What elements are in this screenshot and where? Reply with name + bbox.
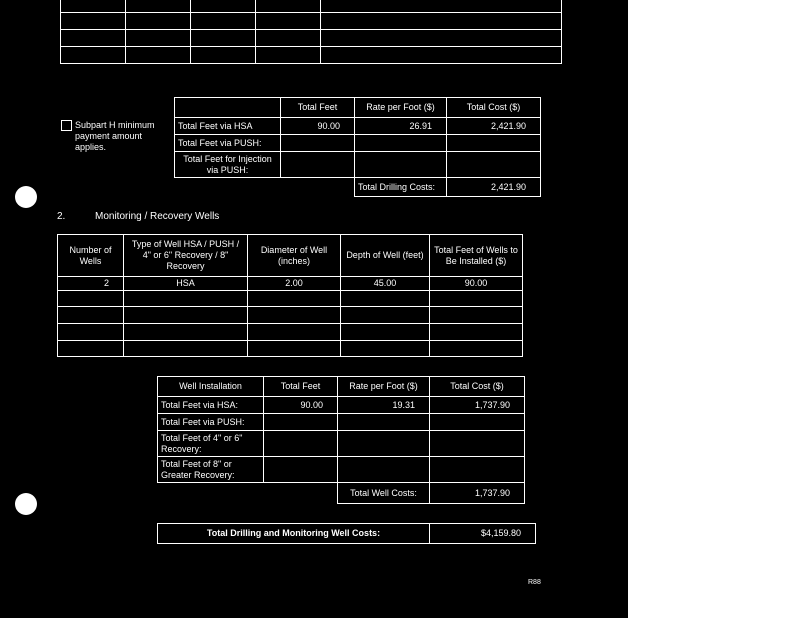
wells-row-diameter: [248, 291, 341, 307]
installation-row-feet: [264, 457, 338, 483]
drilling-header-rate: Rate per Foot ($): [355, 98, 447, 118]
wells-row-number: [58, 341, 124, 357]
drilling-row-rate: 26.91: [355, 118, 447, 135]
installation-row-label: Total Feet of 8" or Greater Recovery:: [158, 457, 264, 483]
wells-row-type: [124, 291, 248, 307]
installation-row-cost: [430, 414, 525, 431]
wells-row-number: [58, 324, 124, 341]
drilling-row-label: Total Feet for Injection via PUSH:: [175, 152, 281, 178]
installation-header-label: Well Installation: [158, 377, 264, 397]
drilling-header-cost: Total Cost ($): [447, 98, 541, 118]
wells-row-depth: [341, 341, 430, 357]
grand-total-label: Total Drilling and Monitoring Well Costs:: [158, 524, 430, 544]
section-number: 2.: [57, 211, 66, 222]
drilling-row-feet: [281, 135, 355, 152]
drilling-row-cost: 2,421.90: [447, 118, 541, 135]
installation-header-cost: Total Cost ($): [430, 377, 525, 397]
wells-table: [57, 234, 523, 357]
wells-row-depth: [341, 307, 430, 324]
drilling-row-feet: [281, 152, 355, 178]
wells-header-diameter: Diameter of Well (inches): [248, 235, 341, 277]
installation-row-label: Total Feet of 4" or 6" Recovery:: [158, 431, 264, 457]
wells-row-number: [58, 307, 124, 324]
installation-row-cost: [430, 431, 525, 457]
installation-row-feet: [264, 414, 338, 431]
wells-row-depth: [341, 324, 430, 341]
wells-row-total: 90.00: [430, 277, 523, 291]
footer-mark: R88: [528, 579, 541, 586]
drilling-row-label: Total Feet via PUSH:: [175, 135, 281, 152]
wells-row-total: [430, 291, 523, 307]
installation-header-feet: Total Feet: [264, 377, 338, 397]
installation-row-cost: 1,737.90: [430, 397, 525, 414]
installation-row-rate: [338, 431, 430, 457]
wells-row-total: [430, 307, 523, 324]
wells-row-diameter: [248, 324, 341, 341]
wells-row-total: [430, 324, 523, 341]
drilling-total-value: 2,421.90: [447, 178, 541, 197]
binder-hole-bottom: [15, 493, 37, 515]
drilling-row-label: Total Feet via HSA: [175, 118, 281, 135]
wells-header-depth: Depth of Well (feet): [341, 235, 430, 277]
drilling-header-blank: [175, 98, 281, 118]
drilling-total-label: Total Drilling Costs:: [355, 178, 447, 197]
subpart-h-checkbox[interactable]: [61, 120, 72, 131]
wells-row-type: [124, 307, 248, 324]
installation-row-rate: [338, 457, 430, 483]
drilling-header-feet: Total Feet: [281, 98, 355, 118]
wells-row-depth: 45.00: [341, 277, 430, 291]
wells-row-diameter: 2.00: [248, 277, 341, 291]
wells-row-diameter: [248, 307, 341, 324]
installation-total-label: Total Well Costs:: [338, 483, 430, 504]
wells-row-type: [124, 324, 248, 341]
wells-row-diameter: [248, 341, 341, 357]
installation-total-value: 1,737.90: [430, 483, 525, 504]
wells-row-depth: [341, 291, 430, 307]
installation-row-rate: 19.31: [338, 397, 430, 414]
grand-total-value: $4,159.80: [430, 524, 536, 544]
wells-row-type: [124, 341, 248, 357]
drilling-row-cost: [447, 135, 541, 152]
wells-header-total: Total Feet of Wells to Be Installed ($): [430, 235, 523, 277]
installation-row-label: Total Feet via HSA:: [158, 397, 264, 414]
wells-header-type: Type of Well HSA / PUSH / 4" or 6" Recovery / 8" Recovery: [124, 235, 248, 277]
well-installation-table: [157, 376, 525, 504]
wells-row-number: [58, 291, 124, 307]
wells-row-number: 2: [58, 277, 124, 291]
wells-row-type: HSA: [124, 277, 248, 291]
section-title: Monitoring / Recovery Wells: [95, 211, 220, 222]
top-partial-table: [60, 0, 562, 64]
installation-row-rate: [338, 414, 430, 431]
installation-row-feet: [264, 431, 338, 457]
wells-header-number: Number of Wells: [58, 235, 124, 277]
installation-row-label: Total Feet via PUSH:: [158, 414, 264, 431]
grand-total-table: [157, 523, 536, 544]
drilling-row-feet: 90.00: [281, 118, 355, 135]
installation-row-cost: [430, 457, 525, 483]
installation-header-rate: Rate per Foot ($): [338, 377, 430, 397]
installation-row-feet: 90.00: [264, 397, 338, 414]
subpart-h-label: Subpart H minimum payment amount applies.: [75, 120, 155, 152]
drilling-row-cost: [447, 152, 541, 178]
drilling-row-rate: [355, 152, 447, 178]
drilling-row-rate: [355, 135, 447, 152]
wells-row-total: [430, 341, 523, 357]
drilling-cost-table: [174, 97, 541, 197]
binder-hole-top: [15, 186, 37, 208]
